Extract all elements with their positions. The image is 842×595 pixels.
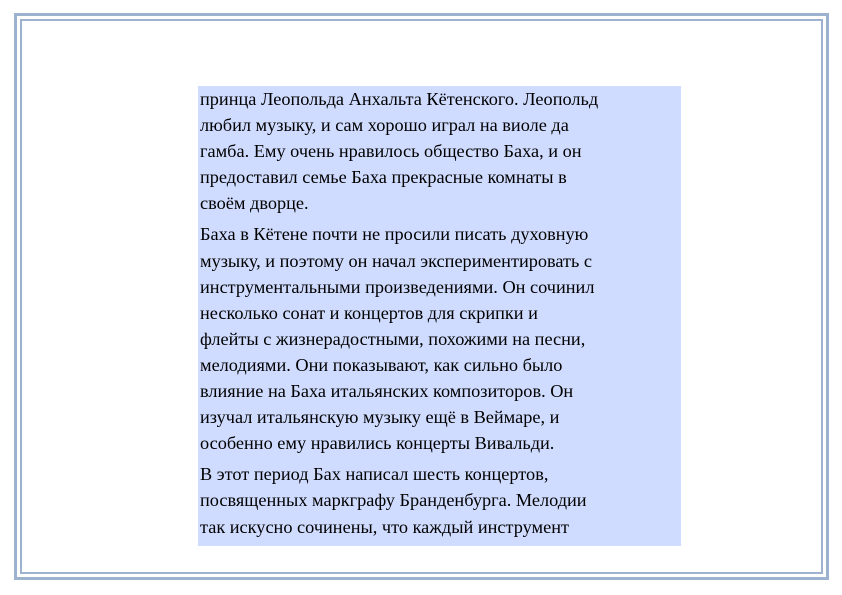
text-line: флейты с жизнерадостными, похожими на песни, [200, 328, 586, 349]
text-line: несколько сонат и концертов для скрипки и [200, 302, 538, 323]
text-line: так искусно сочинены, что каждый инструмент [200, 516, 569, 537]
text-line: своём дворце. [200, 193, 309, 214]
text-line: изучал итальянскую музыку ещё в Веймаре, и [200, 407, 560, 428]
text-line: принца Леопольда Анхальта Кётенского. Леопольд [200, 89, 599, 109]
text-line: влияние на Баха итальянских композиторов. Он [200, 381, 574, 402]
paragraph-2 [200, 221, 681, 456]
paragraph-1 [200, 86, 681, 216]
text-line: гамба. Ему очень нравилось общество Баха, и он [200, 141, 582, 162]
text-line: посвященных маркграфу Бранденбурга. Мелодии [200, 490, 587, 511]
text-line: особенно ему нравились концерты Вивальди. [200, 433, 555, 454]
text-line: Баха в Кётене почти не просили писать духовную [200, 224, 589, 245]
highlighted-text-block [198, 86, 681, 546]
text-line: инструментальными произведениями. Он сочинил [200, 276, 595, 297]
text-line: В этот период Бах написал шесть концертов, [200, 464, 549, 485]
text-line: музыку, и поэтому он начал экспериментировать с [200, 250, 593, 271]
text-line: любил музыку, и сам хорошо играл на виоле да [200, 115, 569, 136]
paragraph-3 [200, 461, 681, 539]
text-line: предоставил семье Баха прекрасные комнаты в [200, 167, 567, 188]
text-line: мелодиями. Они показывают, как сильно было [200, 354, 563, 375]
